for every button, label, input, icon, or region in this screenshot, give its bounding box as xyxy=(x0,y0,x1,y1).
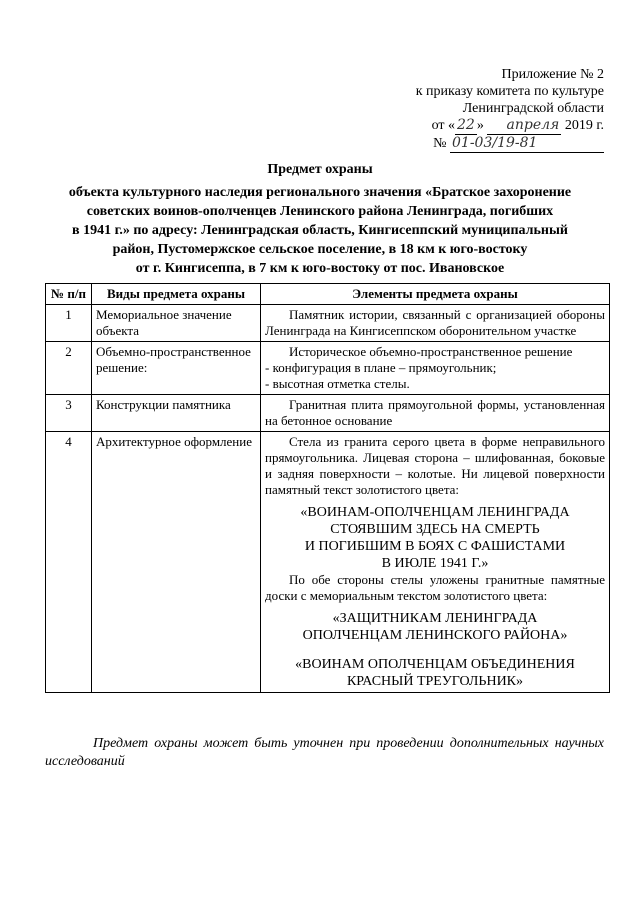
inscription-line: «ВОИНАМ ОПОЛЧЕНЦАМ ОБЪЕДИНЕНИЯ xyxy=(295,657,575,672)
row-elements xyxy=(261,342,610,395)
table-header-row xyxy=(46,284,610,305)
title-line-1: объекта культурного наследия регионального значения «Братское захоронение xyxy=(68,185,572,200)
table-row xyxy=(46,305,610,342)
order-number-handwritten: 01-03/19-81 xyxy=(450,135,604,153)
header-kind: Виды предмета охраны xyxy=(92,284,261,305)
row-elements xyxy=(261,305,610,342)
inscription-line: «ВОИНАМ-ОПОЛЧЕНЦАМ ЛЕНИНГРАДА xyxy=(300,505,570,520)
protection-subject-table xyxy=(45,283,610,693)
row-elements-text: Историческое объемно-пространственное решение xyxy=(289,344,573,359)
row-elements-text: Стела из гранита серого цвета в форме неправильного прямоугольника. Лицевая сторона – шлифованная, боковые и задняя поверхности – колотые. Ни лицевой поверхности памятный текст золотистого цвета: xyxy=(265,434,605,497)
appendix-region-line: Ленинградской области xyxy=(462,101,604,116)
row-kind: Конструкции памятника xyxy=(92,395,261,432)
title-line-3: в 1941 г.» по адресу: Ленинградская область, Кингисеппский муниципальный xyxy=(72,223,568,238)
header-elements: Элементы предмета охраны xyxy=(261,284,610,305)
inscription-line: СТОЯВШИМ ЗДЕСЬ НА СМЕРТЬ xyxy=(330,522,540,537)
row-elements xyxy=(261,432,610,693)
inscription-line: ОПОЛЧЕНЦАМ ЛЕНИНСКОГО РАЙОНА» xyxy=(302,628,568,643)
inscription-line: «ЗАЩИТНИКАМ ЛЕНИНГРАДА xyxy=(332,611,538,626)
appendix-number: Приложение № 2 xyxy=(501,67,604,82)
row-num: 3 xyxy=(46,395,92,432)
inscription-line: И ПОГИБШИМ В БОЯХ С ФАШИСТАМИ xyxy=(304,539,566,554)
date-month-handwritten: апреля xyxy=(487,117,561,135)
row-elements xyxy=(261,395,610,432)
appendix-order-line: к приказу комитета по культуре xyxy=(415,84,604,99)
row-kind: Архитектурное оформление xyxy=(92,432,261,693)
date-prefix: от « xyxy=(431,118,455,133)
header-num: № п/п xyxy=(46,284,92,305)
inscription-line: В ИЮЛЕ 1941 Г.» xyxy=(381,556,489,571)
number-prefix: № xyxy=(433,136,447,151)
date-day-handwritten: 22 xyxy=(457,117,475,133)
date-mid: » xyxy=(476,118,484,133)
table-row xyxy=(46,342,610,395)
row-elements-text: Памятник истории, связанный с организацией обороны Ленинграда на Кингисеппском оборонительном участке xyxy=(265,307,605,338)
title-line-5: от г. Кингисеппа, в 7 км к юго-востоку от пос. Ивановское xyxy=(135,261,505,276)
row-num: 4 xyxy=(46,432,92,693)
spacer xyxy=(265,644,605,656)
footnote: Предмет охраны может быть уточнен при проведении дополнительных научных исследований xyxy=(45,736,604,769)
row-num: 1 xyxy=(46,305,92,342)
document-title xyxy=(30,160,610,278)
title-line-2: советских воинов-ополченцев Ленинского района Ленинграда, погибших xyxy=(86,204,554,219)
row-bullet: - конфигурация в плане – прямоугольник; xyxy=(265,360,497,375)
appendix-header xyxy=(416,66,604,153)
table-row xyxy=(46,395,610,432)
row-kind: Мемориальное значение объекта xyxy=(92,305,261,342)
row-elements-text-2: По обе стороны стелы уложены гранитные памятные доски с мемориальным текстом золотистого цвета: xyxy=(265,572,605,603)
row-num: 2 xyxy=(46,342,92,395)
row-bullet: - высотная отметка стелы. xyxy=(265,376,410,391)
row-kind: Объемно-пространственное решение: xyxy=(92,342,261,395)
row-elements-text: Гранитная плита прямоугольной формы, установленная на бетонное основание xyxy=(265,397,605,428)
title-line-4: район, Пустомержское сельское поселение, в 18 км к юго-востоку xyxy=(112,242,528,257)
inscription-line: КРАСНЫЙ ТРЕУГОЛЬНИК» xyxy=(346,674,524,689)
date-suffix: 2019 г. xyxy=(564,118,604,133)
title-main: Предмет охраны xyxy=(267,162,373,177)
appendix-date xyxy=(416,117,604,135)
appendix-order-number xyxy=(416,135,604,153)
table-row xyxy=(46,432,610,693)
